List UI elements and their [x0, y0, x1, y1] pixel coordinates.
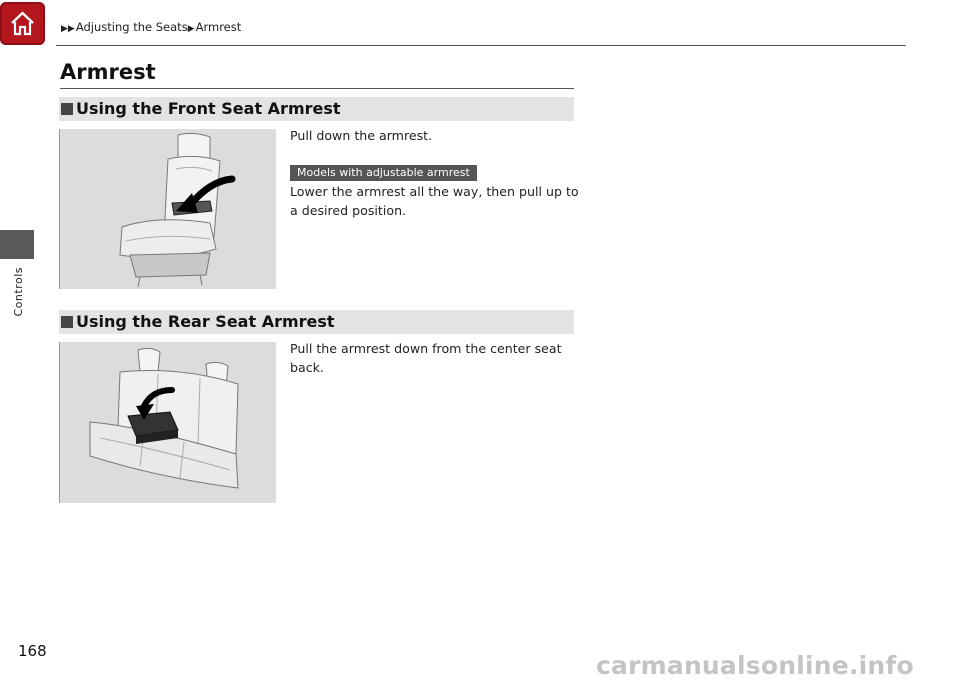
breadcrumb-item-adjusting-seats[interactable]: Adjusting the Seats	[75, 20, 188, 34]
front-instruction-2: Lower the armrest all the way, then pull up to a desired position.	[290, 184, 579, 218]
front-seat-armrest-illustration	[59, 129, 276, 289]
square-bullet-icon	[61, 316, 73, 328]
model-badge: Models with adjustable armrest	[290, 165, 477, 181]
section-heading-rear-text: Using the Rear Seat Armrest	[76, 312, 335, 331]
chapter-tab[interactable]	[0, 230, 34, 259]
rear-instruction: Pull the armrest down from the center seat back.	[290, 341, 562, 375]
chapter-label: Controls	[12, 267, 25, 317]
rear-seat-armrest-illustration	[59, 342, 276, 503]
breadcrumb	[61, 20, 241, 34]
section-heading-front	[59, 97, 574, 121]
front-instruction-1: Pull down the armrest.	[290, 128, 433, 143]
breadcrumb-arrow-icon: ▶	[187, 24, 195, 34]
page-number: 168	[18, 642, 47, 660]
breadcrumb-item-armrest[interactable]: Armrest	[195, 20, 242, 34]
home-icon	[9, 10, 36, 37]
home-button[interactable]	[0, 2, 45, 45]
title-divider	[60, 88, 574, 89]
page-title: Armrest	[60, 60, 156, 84]
watermark-text: carmanualsonline.info	[596, 651, 914, 680]
section-heading-rear	[59, 310, 574, 334]
section-heading-front-text: Using the Front Seat Armrest	[76, 99, 341, 118]
breadcrumb-arrow-icon: ▶▶	[61, 24, 75, 34]
square-bullet-icon	[61, 103, 73, 115]
header-divider	[56, 45, 906, 46]
